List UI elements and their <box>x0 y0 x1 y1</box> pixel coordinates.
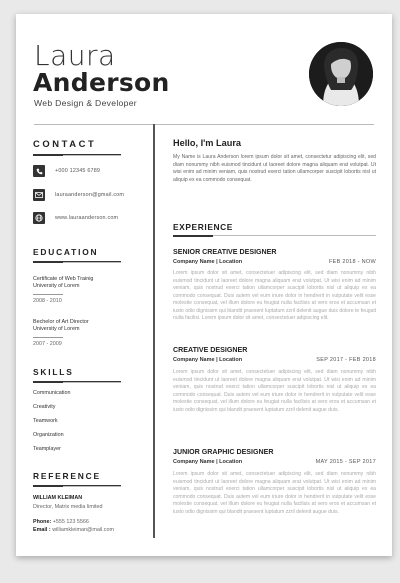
job-dates: MAY 2015 - SEP 2017 <box>315 459 376 465</box>
job-description: Lorem ipsum dolor sit amet, consectetuer adipiscing elit, sed diam nonummy nibh euismod tincidunt ut laoreet dolore magna aliquam erat volutpat. Ut wisi enim ad minim veniam, quis nostrud exerci tation ullamcorper suscipit lobortis nisl ut aliquip ex ea commodo consequat. Duis autem vel eum iriure dolor in hendrerit in vulputate velit esse molestie consequat, vel illum dolore eu feugiat nulla facilisis at vero eros et accumsan et iusto odio dignissim qui blandit praesent luptatum zzril delenit augue duis dolore te feugait nulla facilisi. Lorem ipsum dolor sit amet, consectetuer adipiscing elit. <box>173 270 376 321</box>
phone-icon <box>33 165 45 177</box>
education-divider <box>33 294 63 295</box>
reference-role: Director, Matrix media limited <box>33 504 103 510</box>
skills-heading-rule <box>33 381 121 383</box>
education-degree: Certificate of Web Trainig <box>33 276 94 282</box>
contact-website: www.lauraanderson.com <box>55 215 119 221</box>
contact-phone: +000 12345 6789 <box>55 168 101 174</box>
job-dates: FEB 2018 - NOW <box>329 259 376 265</box>
reference-email-label: Email : <box>33 527 51 533</box>
job-company: Company Name | Location <box>173 259 243 265</box>
experience-heading: EXPERIENCE <box>173 222 233 232</box>
education-school: University of Lorem <box>33 283 80 289</box>
skill-item: Teamplayer <box>33 446 61 452</box>
job-description: Lorem ipsum dolor sit amet, consectetuer adipiscing elit, sed diam nonummy nibh euismod tincidunt ut laoreet dolore magna aliquam erat volutpat. Ut wisi enim ad minim veniam, quis nostrud exerci tation ullamcorper suscipit lobortis nisl ut aliquip ex ea commodo consequat. Duis autem vel eum iriure dolor in hendrerit in vulputate velit esse molestie consequat, vel illum dolore eu feugiat nulla facilisis at vero eros et accumsan et iusto odio dignissim qui blandit praesent luptatum zzril delenit augue duis. <box>173 369 376 413</box>
job-meta <box>173 459 376 465</box>
job-title: CREATIVE DESIGNER <box>173 346 248 354</box>
job-dates: SEP 2017 - FEB 2018 <box>316 357 376 363</box>
contact-phone-row <box>33 164 100 178</box>
education-degree: Bechelor of Art Director <box>33 319 89 325</box>
skill-item: Communication <box>33 390 71 396</box>
job-title: Web Design & Developer <box>34 98 137 108</box>
contact-heading-rule <box>33 154 121 156</box>
column-divider <box>153 124 155 538</box>
job-title: SENIOR CREATIVE DESIGNER <box>173 248 277 256</box>
experience-heading-rule <box>173 235 376 236</box>
education-heading-rule <box>33 261 121 263</box>
skill-item: Creativity <box>33 404 56 410</box>
skill-item: Teamwork <box>33 418 58 424</box>
education-years: 2008 - 2010 <box>33 298 62 304</box>
header-divider <box>34 124 374 125</box>
resume-page <box>16 14 392 556</box>
reference-heading-rule <box>33 485 121 487</box>
contact-website-row <box>33 211 118 225</box>
reference-phone-row <box>33 519 89 527</box>
job-meta <box>173 357 376 363</box>
contact-heading: CONTACT <box>33 138 97 149</box>
education-years: 2007 - 2009 <box>33 341 62 347</box>
reference-name: WILLIAM KLEIMAN <box>33 495 83 501</box>
profile-photo <box>309 42 373 106</box>
contact-email-row <box>33 188 124 202</box>
globe-icon <box>33 212 45 224</box>
about-text: My Name is Laura Anderson lorem ipsum dolor sit amet, consectetur adipiscing elit, sed diam nonummy nibh euismod tincidunt ut laoreet dolore magna aliquam erat volutpat. Ut wisi enim ad minim veniam, quis nostrud exerci tation ullamcorper suscipit lobortis nisl ut aliquip ex ea commodo consequat. <box>173 154 376 183</box>
skill-item: Organization <box>33 432 64 438</box>
skills-heading: SKILLS <box>33 367 74 377</box>
about-heading: Hello, I'm Laura <box>173 138 242 148</box>
job-company: Company Name | Location <box>173 357 243 363</box>
reference-email: williamkleiman@mail.com <box>52 527 114 533</box>
reference-heading: REFERENCE <box>33 471 101 481</box>
reference-phone-label: Phone: <box>33 519 52 525</box>
reference-email-row <box>33 527 114 535</box>
education-school: University of Lorem <box>33 326 80 332</box>
job-meta <box>173 259 376 265</box>
last-name: Anderson <box>33 68 170 97</box>
education-heading: EDUCATION <box>33 247 99 257</box>
education-divider <box>33 337 63 338</box>
reference-phone: +555 123 5566 <box>52 519 89 525</box>
job-description: Lorem ipsum dolor sit amet, consectetuer adipiscing elit, sed diam nonummy nibh euismod tincidunt ut laoreet dolore magna aliquam erat volutpat. Ut wisi enim ad minim veniam, quis nostrud exerci tation ullamcorper suscipit lobortis nisl ut aliquip ex ea commodo consequat. Duis autem vel eum iriure dolor in hendrerit in vulputate velit esse molestie consequat, vel illum dolore eu feugiat nulla facilisis at vero eros et accumsan et iusto odio dignissim qui blandit praesent luptatum zzril delenit augue duis. <box>173 471 376 515</box>
job-company: Company Name | Location <box>173 459 243 465</box>
email-icon <box>33 189 45 201</box>
first-name: Laura <box>34 39 116 72</box>
job-title: JUNIOR GRAPHIC DESIGNER <box>173 448 274 456</box>
contact-email: lauraanderson@gmail.com <box>55 192 125 198</box>
